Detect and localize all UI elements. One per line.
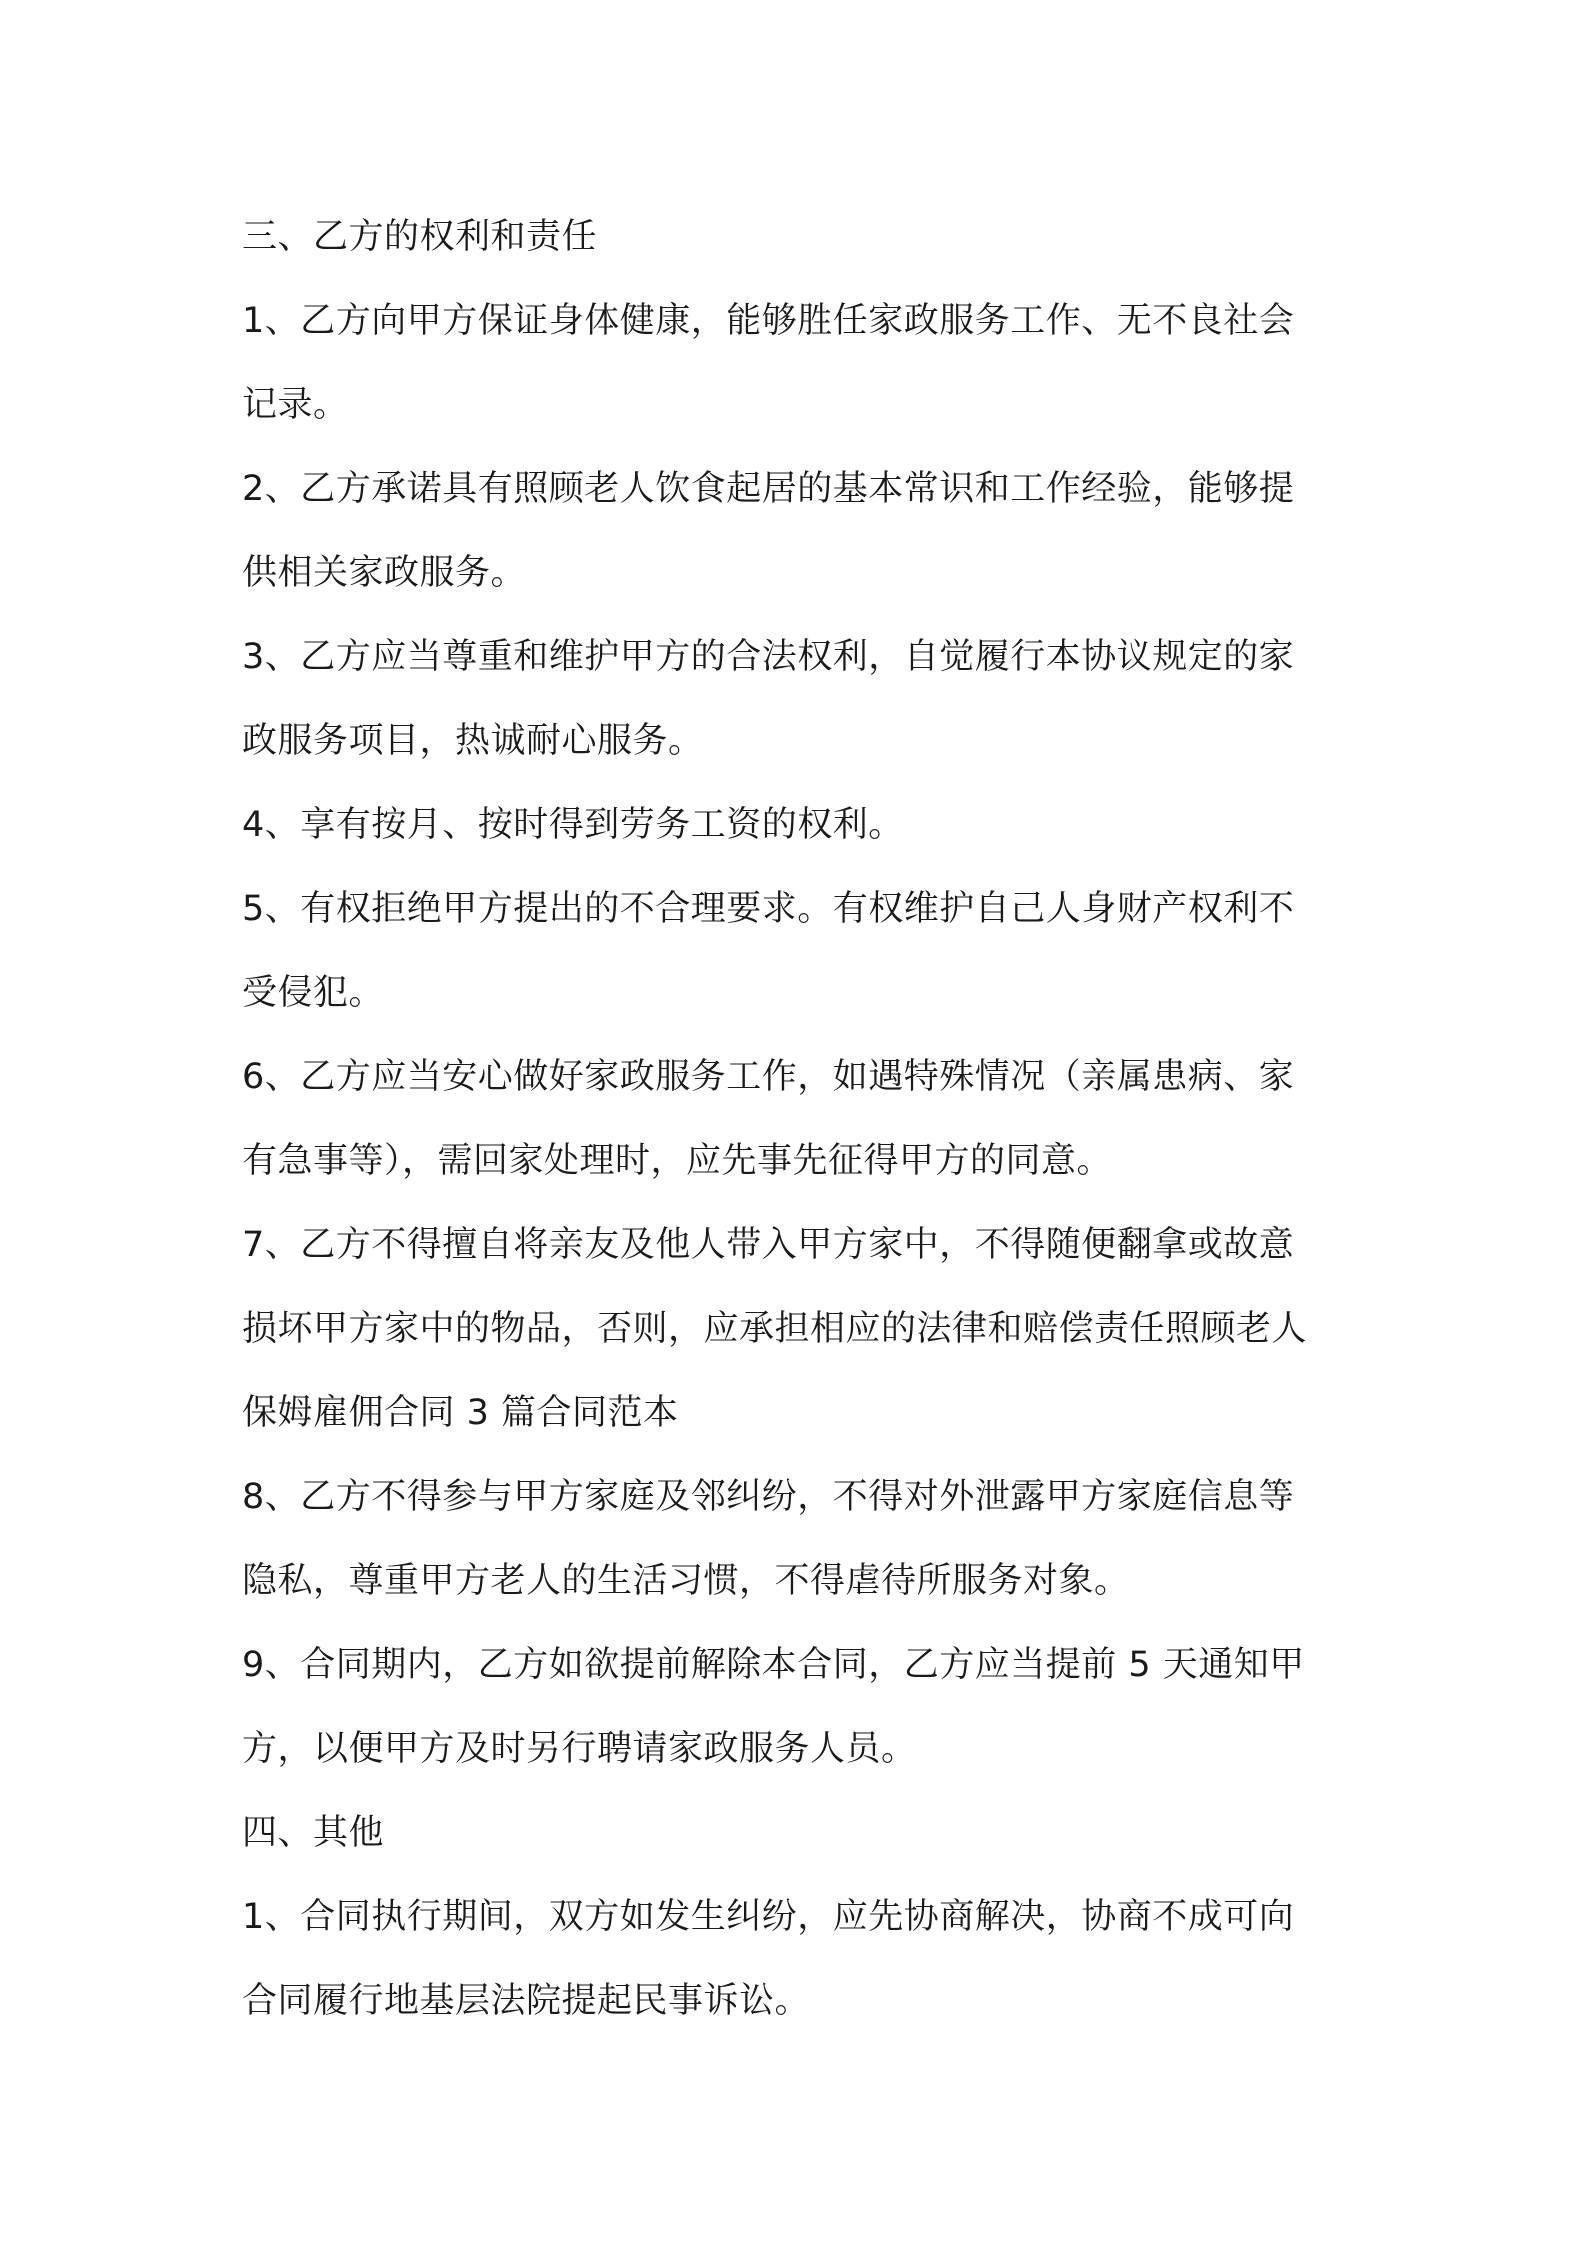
- text-line: 7、乙方不得擅自将亲友及他人带入甲方家中，不得随便翻拿或故意: [242, 1225, 1295, 1265]
- text-line: 1、乙方向甲方保证身体健康，能够胜任家政服务工作、无不良社会: [242, 301, 1295, 341]
- text-line: 有急事等），需回家处理时，应先事先征得甲方的同意。: [242, 1141, 1113, 1181]
- text-line: 合同履行地基层法院提起民事诉讼。: [242, 1981, 811, 2021]
- text-line: 3、乙方应当尊重和维护甲方的合法权利，自觉履行本协议规定的家: [242, 637, 1295, 677]
- text-line: 供相关家政服务。: [242, 553, 527, 593]
- text-line: 方，以便甲方及时另行聘请家政服务人员。: [242, 1729, 917, 1769]
- document-body: [242, 195, 1358, 2043]
- text-line: 隐私，尊重甲方老人的生活习惯，不得虐待所服务对象。: [242, 1561, 1130, 1601]
- text-line: 记录。: [242, 385, 349, 425]
- text-line: 保姆雇佣合同 3 篇合同范本: [242, 1393, 679, 1433]
- text-line: 6、乙方应当安心做好家政服务工作，如遇特殊情况（亲属患病、家: [242, 1057, 1295, 1097]
- text-line: 8、乙方不得参与甲方家庭及邻纠纷，不得对外泄露甲方家庭信息等: [242, 1477, 1295, 1517]
- text-line: 9、合同期内，乙方如欲提前解除本合同，乙方应当提前 5 天通知甲: [242, 1645, 1305, 1685]
- text-line: 1、合同执行期间，双方如发生纠纷，应先协商解决，协商不成可向: [242, 1897, 1295, 1937]
- section-heading-4: 四、其他: [242, 1813, 385, 1853]
- text-line: 受侵犯。: [242, 973, 385, 1013]
- text-line: 2、乙方承诺具有照顾老人饮食起居的基本常识和工作经验，能够提: [242, 469, 1295, 509]
- text-line: 4、享有按月、按时得到劳务工资的权利。: [242, 805, 904, 845]
- text-line: 损坏甲方家中的物品，否则，应承担相应的法律和赔偿责任照顾老人: [242, 1309, 1308, 1349]
- text-line: 政服务项目，热诚耐心服务。: [242, 721, 704, 761]
- text-line: 5、有权拒绝甲方提出的不合理要求。有权维护自己人身财产权利不: [242, 889, 1295, 929]
- section-heading-3: 三、乙方的权利和责任: [242, 217, 598, 257]
